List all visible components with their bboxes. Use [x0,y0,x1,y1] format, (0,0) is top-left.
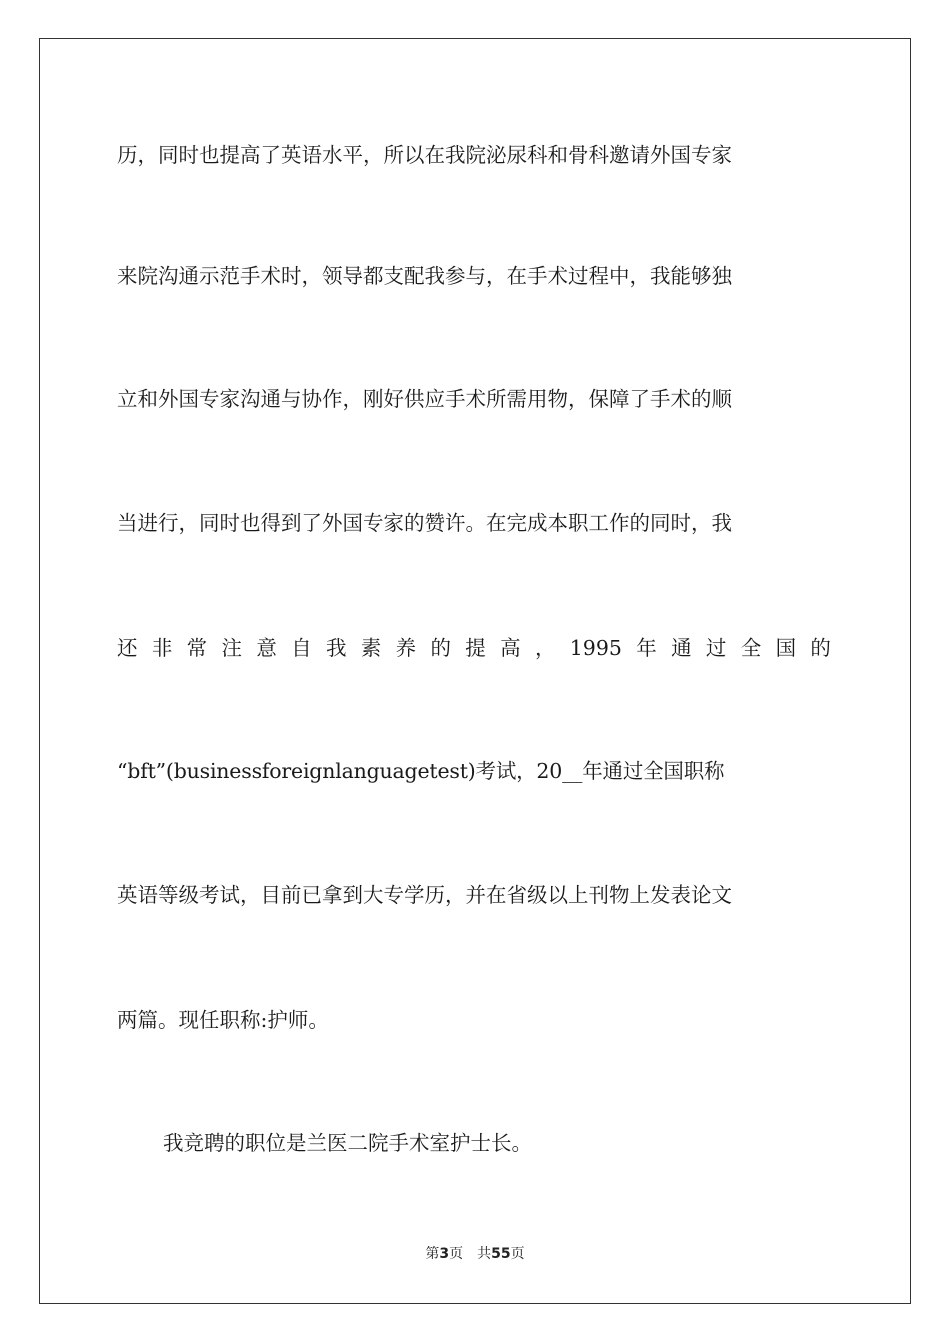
body-line-9: 我竞聘的职位是兰医二院手术室护士长。 [163,1131,532,1155]
footer-page-suffix: 页 [449,1246,464,1262]
line5-token: 过 [705,636,727,660]
footer-total-pages: 55 [491,1246,511,1262]
line5-token: 养 [395,636,417,660]
line5-token: ， [534,636,556,660]
line5-token: 意 [256,636,277,660]
body-line-6: “bft”(businessforeignlanguagetest)考试，20__年通过全国职称 [117,759,725,783]
line5-token: 我 [325,636,347,660]
footer-page-number: 3 [439,1246,450,1262]
line5-token: 注 [221,636,242,660]
body-line-3: 立和外国专家沟通与协作，刚好供应手术所需用物，保障了手术的顺 [117,387,732,411]
line5-token: 通 [671,636,692,660]
line5-token: 非 [151,636,173,660]
line5-token: 的 [430,636,451,660]
line5-token: 自 [291,636,312,660]
body-line-7: 英语等级考试，目前已拿到大专学历，并在省级以上刊物上发表论文 [117,883,732,907]
body-line-5 [117,634,831,662]
line5-token: 素 [360,636,382,660]
line5-token: 1995 [569,636,622,660]
footer-total-prefix: 共 [477,1246,492,1262]
page-border [39,38,911,1304]
body-line-4: 当进行，同时也得到了外国专家的赞许。在完成本职工作的同时，我 [117,511,732,535]
footer-prefix: 第 [425,1246,440,1262]
line5-token: 常 [186,636,208,660]
line5-token: 国 [775,636,797,660]
line5-token: 提 [465,636,486,660]
line5-token: 还 [117,636,138,660]
body-line-1: 历，同时也提高了英语水平，所以在我院泌尿科和骨科邀请外国专家 [117,143,732,167]
line5-token: 的 [810,636,831,660]
footer-total-suffix: 页 [510,1246,525,1262]
line5-token: 高 [500,636,521,660]
line5-token: 全 [740,636,762,660]
body-line-8: 两篇。现任职称:护师。 [117,1008,329,1032]
page-footer [0,1244,950,1264]
body-line-2: 来院沟通示范手术时，领导都支配我参与，在手术过程中，我能够独 [117,264,732,288]
line5-token: 年 [636,636,657,660]
